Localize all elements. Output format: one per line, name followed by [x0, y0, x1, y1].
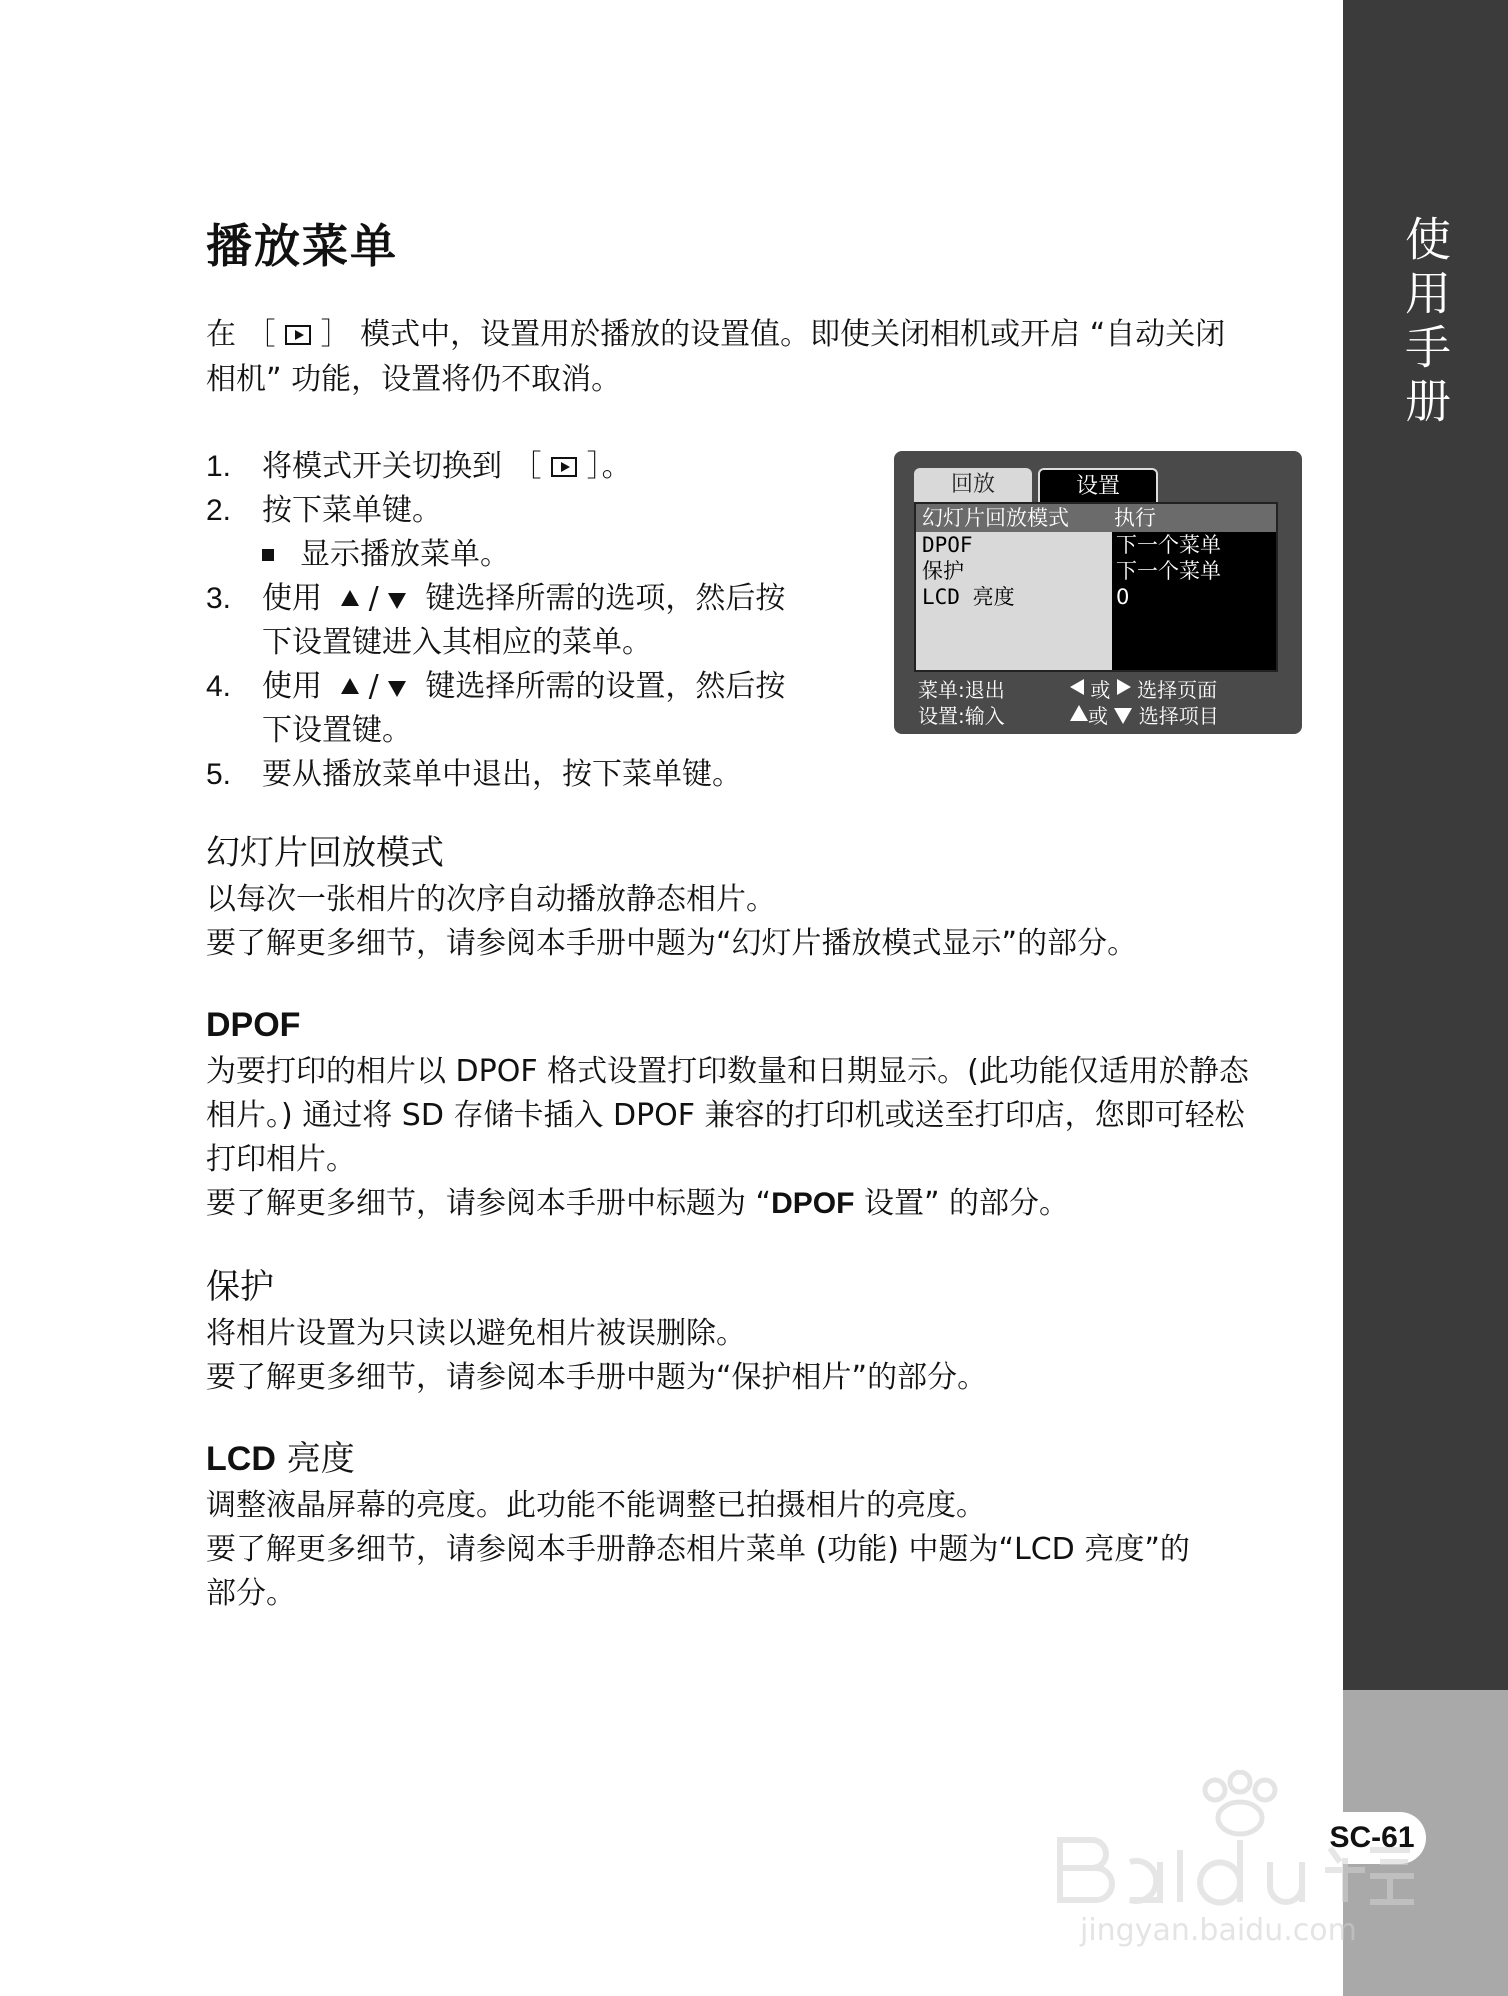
down-arrow-icon: [1114, 708, 1132, 724]
intro-text-pre: 在 ［: [206, 317, 276, 352]
steps-list: [206, 445, 886, 797]
section-title-rest: 亮度: [275, 1439, 355, 1479]
intro-text-post: ］ 模式中，设置用於播放的设置值。即使关闭相机或开启 “自动关闭: [320, 317, 1226, 352]
reference-text-post: 设置” 的部分。: [854, 1186, 1070, 1221]
section-line: 为要打印的相片以 DPOF 格式设置打印数量和日期显示。(此功能仅适用於静态: [206, 1054, 1249, 1089]
menu-row-selected: [916, 504, 1276, 532]
playback-mode-icon: [285, 325, 311, 345]
footer-select-item: 选择项目: [1138, 704, 1219, 728]
section-line: 以每次一张相片的次序自动播放静态相片。: [206, 882, 776, 917]
footer-or: 或: [1088, 704, 1108, 728]
up-arrow-icon: [1070, 705, 1088, 721]
tab-playback: 回放: [914, 468, 1032, 502]
menu-item-label: 幻灯片回放模式: [922, 506, 1069, 530]
step-3: [206, 577, 886, 665]
section-line: 要了解更多细节，请参阅本手册中题为“幻灯片播放模式显示”的部分。: [206, 926, 1138, 961]
step-number: 3.: [206, 582, 232, 615]
section-title: 保护: [206, 1267, 274, 1307]
section-slideshow: [206, 828, 1306, 966]
menu-item-value: 执行: [1114, 506, 1156, 530]
footer-item-hint: [1070, 703, 1219, 729]
menu-item-label: DPOF: [922, 533, 973, 557]
tab-settings: 设置: [1038, 468, 1158, 502]
side-title: 使用手册: [1398, 215, 1452, 431]
page-number: SC-61: [1318, 1812, 1426, 1864]
section-title: [206, 1434, 1306, 1484]
section-line: 要了解更多细节，请参阅本手册静态相片菜单 (功能) 中题为“LCD 亮度”的: [206, 1532, 1190, 1567]
playback-mode-icon: [551, 457, 577, 477]
section-line: 打印相片。: [206, 1142, 356, 1177]
step-number: 5.: [206, 758, 232, 791]
down-arrow-icon: [388, 681, 406, 697]
footer-menu-exit: 菜单:退出: [918, 678, 1005, 702]
step-text: 要从播放菜单中退出，按下菜单键。: [262, 757, 742, 792]
slash: /: [368, 669, 379, 704]
step-text-pre: 将模式开关切换到 ［: [262, 449, 542, 484]
step-number: 2.: [206, 494, 232, 527]
section-line: 调整液晶屏幕的亮度。此功能不能调整已拍摄相片的亮度。: [206, 1488, 986, 1523]
step-2: [206, 489, 886, 533]
section-title-bold: LCD: [206, 1440, 276, 1478]
down-arrow-icon: [388, 593, 406, 609]
step-text-post: 键选择所需的设置，然后按: [425, 669, 786, 704]
step-text-post: 键选择所需的选项，然后按: [425, 581, 786, 616]
section-line: 将相片设置为只读以避免相片被误删除。: [206, 1316, 746, 1351]
slash: /: [368, 581, 379, 616]
section-line: 相片。) 通过将 SD 存储卡插入 DPOF 兼容的打印机或送至打印店，您即可轻松: [206, 1098, 1245, 1133]
menu-item-value: 下一个菜单: [1116, 533, 1221, 557]
section-line: 部分。: [206, 1576, 296, 1611]
baidu-watermark-logo: [1040, 1770, 1440, 1950]
section-protect: [206, 1262, 1306, 1400]
footer-page-hint: [1070, 677, 1217, 703]
section-reference: [206, 1182, 1306, 1226]
menu-item-value: 下一个菜单: [1116, 559, 1221, 583]
step-text: 按下菜单键。: [262, 493, 442, 528]
menu-item-value: 0: [1116, 585, 1130, 609]
step-1: [206, 445, 886, 489]
right-arrow-icon: [1117, 679, 1131, 695]
up-arrow-icon: [341, 590, 359, 606]
step-text-post: ］。: [586, 449, 632, 484]
step-text-pre: 使用: [262, 669, 322, 704]
menu-item-label: LCD 亮度: [922, 585, 1015, 609]
bullet-text: 显示播放菜单。: [300, 537, 510, 572]
step-text-pre: 使用: [262, 581, 322, 616]
menu-panel: [914, 502, 1278, 672]
section-dpof: [206, 1000, 1306, 1226]
step-5: [206, 753, 886, 797]
footer-select-page: 选择页面: [1137, 678, 1218, 702]
bullet-square-icon: [262, 549, 274, 561]
step-number: 4.: [206, 670, 232, 703]
step-text-line2: 下设置键进入其相应的菜单。: [262, 625, 652, 660]
step-2-bullet: [206, 533, 886, 577]
lcd-menu-screen: [894, 451, 1302, 734]
step-number: 1.: [206, 450, 232, 483]
section-title: DPOF: [206, 1006, 301, 1044]
left-arrow-icon: [1070, 679, 1084, 695]
footer-or: 或: [1090, 678, 1111, 702]
section-title: 幻灯片回放模式: [206, 833, 444, 873]
footer-set-enter: 设置:输入: [918, 704, 1005, 728]
step-4: [206, 665, 886, 753]
intro-paragraph: [206, 312, 1306, 402]
watermark-url: jingyan.baidu.com: [1080, 1913, 1357, 1948]
section-lcd-brightness: [206, 1434, 1306, 1616]
step-text-line2: 下设置键。: [262, 713, 412, 748]
reference-text-bold: DPOF: [771, 1187, 855, 1220]
reference-text-pre: 要了解更多细节，请参阅本手册中标题为 “: [206, 1186, 772, 1221]
intro-text-line2: 相机” 功能，设置将仍不取消。: [206, 362, 622, 397]
section-line: 要了解更多细节，请参阅本手册中题为“保护相片”的部分。: [206, 1360, 988, 1395]
up-arrow-icon: [341, 678, 359, 694]
page-title: 播放菜单: [206, 219, 398, 273]
menu-item-label: 保护: [922, 559, 964, 583]
